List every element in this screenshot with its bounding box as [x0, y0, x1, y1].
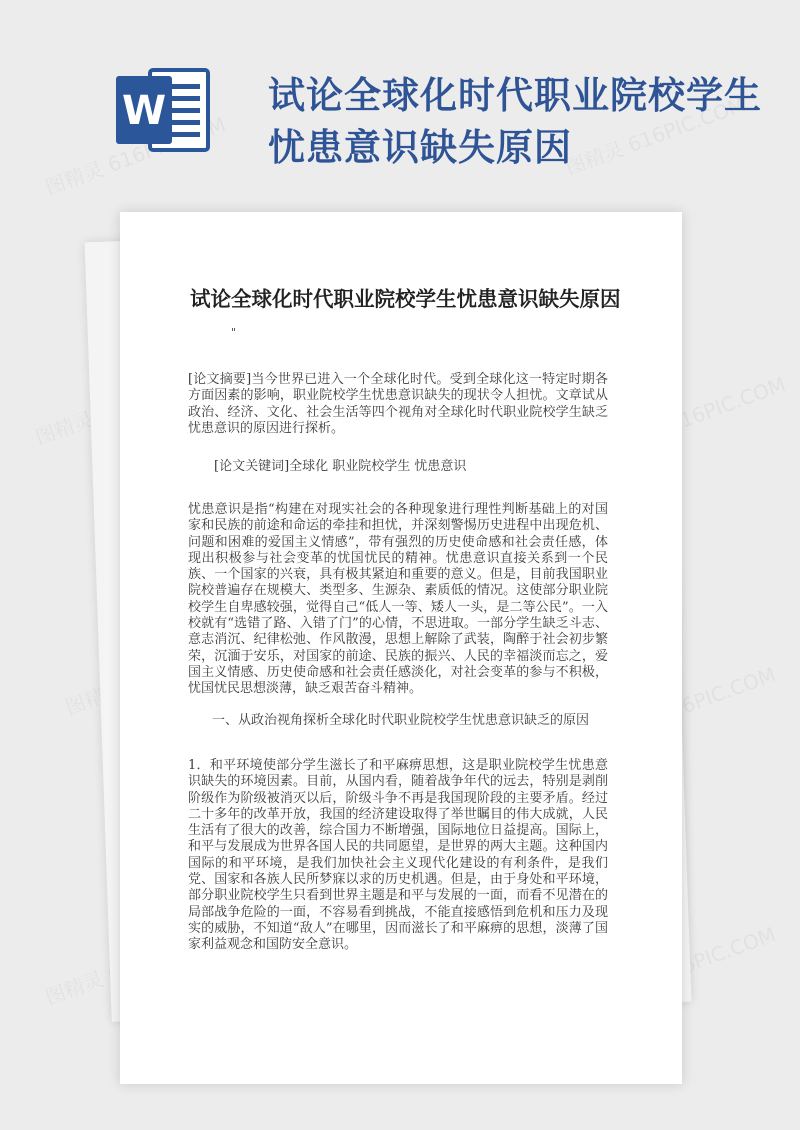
body-paragraph: 1．和平环境使部分学生滋长了和平麻痹思想，这是职业院校学生忧患意识缺失的环境因素。目前，从国内看，随着战争年代的远去，特别是剥削阶级作为阶级被消灭以后，阶级斗争不再是我国现阶段的主要矛盾。经过二十多年的改革开放，我国的经济建设取得了举世瞩目的伟大成就，人民生活有了很大的改善，综合国力不断增强，国际地位日益提高。国际上，和平与发展成为世界各国人民的共同愿望，是世界的两大主题。这种国内国际的和平环境，是我们加快社会主义现代化建设的有利条件，是我们党、国家和各族人民所梦寐以求的历史机遇。但是，由于身处和平环境，部分职业院校学生只看到世界主题是和平与发展的一面，而看不见潜在的局部战争危险的一面，不容易看到挑战，不能直接感悟到危机和压力及现实的威胁，不知道“敌人”在哪里，因而滋长了和平麻痹的思想，淡薄了国家利益观念和国防安全意识。 [188, 758, 608, 953]
page-title: 试论全球化时代职业院校学生忧患意识缺失原因 [268, 74, 762, 169]
section-heading: 一、从政治视角探析全球化时代职业院校学生忧患意识缺乏的原因 [212, 713, 590, 728]
word-document-icon [112, 66, 212, 154]
quote-mark: " [231, 326, 237, 339]
body-paragraph: 忧患意识是指“构建在对现实社会的各种现象进行理性判断基础上的对国家和民族的前途和命运的牵挂和担忧，并深刻警惕历史进程中出现危机、问题和困难的爱国主义情感”，带有强烈的历史使命感和社会责任感，体现出积极参与社会变革的忧国忧民的精神。忧患意识直接关系到一个民族、一个国家的兴衰，具有极其紧迫和重要的意义。但是，目前我国职业院校普遍存在规模大、类型多、生源杂、素质低的情况。这使部分职业院校学生自卑感较强，觉得自己“低人一等、矮人一头，是二等公民”。一入校就有“选错了路、入错了门”的心情，不思进取。一部分学生缺乏斗志、意志消沉、纪律松弛、作风散漫，思想上解除了武装，陶醉于社会初步繁荣，沉湎于安乐，对国家的前途、民族的振兴、人民的幸福淡而忘之，爱国主义情感、历史使命感和社会责任感淡化，对社会变革的参与不积极，忧国忧民思想淡薄，缺乏艰苦奋斗精神。 [188, 502, 608, 697]
word-icon-letter: W [121, 88, 167, 134]
keywords-paragraph: [论文关键词]全球化 职业院校学生 忧患意识 [214, 459, 467, 474]
document-title: 试论全球化时代职业院校学生忧患意识缺失原因 [190, 287, 621, 311]
abstract-paragraph: [论文摘要]当今世界已进入一个全球化时代。受到全球化这一特定时期各方面因素的影响，职业院校学生忧患意识缺失的现状令人担忧。文章试从政治、经济、文化、社会生活等四个视角对全球化时代职业院校学生缺乏忧患意识的原因进行探析。 [188, 372, 608, 436]
